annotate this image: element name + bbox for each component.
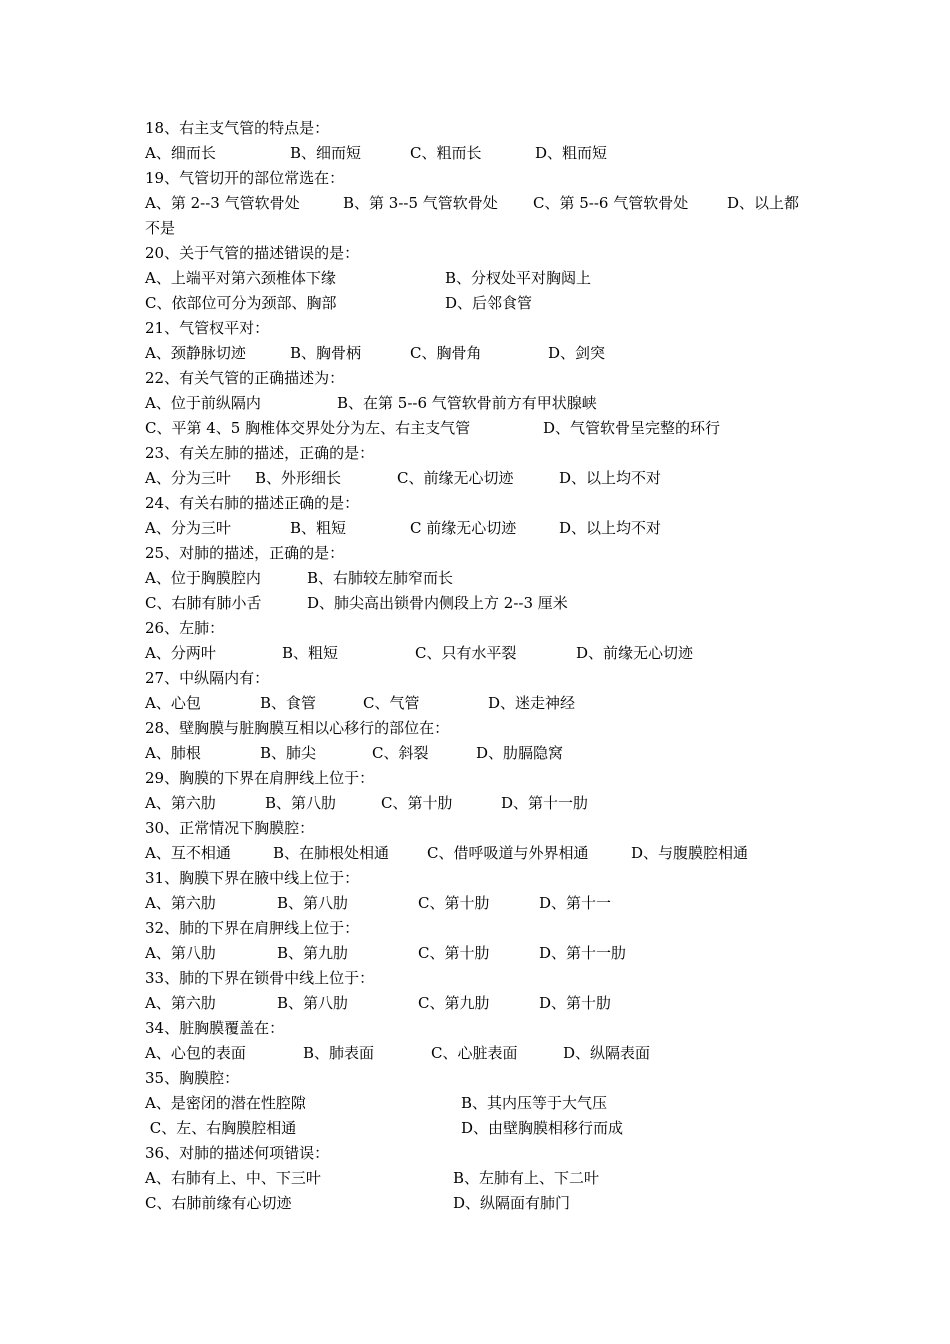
option-a: A、肺根: [145, 744, 201, 762]
question-text: 23、有关左肺的描述，正确的是：: [145, 444, 375, 462]
question-text: 34、脏胸膜覆盖在：: [145, 1019, 285, 1037]
option-a: A、第六肋: [145, 894, 216, 912]
option-a: A、分为三叶: [145, 519, 231, 537]
options-21: [145, 341, 825, 366]
options-34: [145, 1041, 825, 1066]
option-b: B、其内压等于大气压: [461, 1094, 608, 1112]
option-a: A、第 2--3 气管软骨处: [145, 194, 300, 212]
options-32: [145, 941, 825, 966]
option-c: C、借呼吸道与外界相通: [427, 844, 589, 862]
option-d: D、以上均不对: [559, 469, 662, 487]
option-c: C、右肺有肺小舌: [145, 594, 262, 612]
option-d: D、肺尖高出锁骨内侧段上方 2--3 厘米: [307, 594, 568, 612]
question-text: 18、右主支气管的特点是：: [145, 119, 330, 137]
question-22: [145, 366, 825, 391]
options-20-row1: [145, 266, 825, 291]
options-31: [145, 891, 825, 916]
question-text: 35、胸膜腔：: [145, 1069, 240, 1087]
option-c: C 前缘无心切迹: [410, 519, 517, 537]
option-a: A、颈静脉切迹: [145, 344, 246, 362]
option-b: B、肺表面: [303, 1044, 375, 1062]
option-b: B、在第 5--6 气管软骨前方有甲状腺峡: [337, 394, 597, 412]
option-d: D、第十一肋: [501, 794, 589, 812]
option-b: B、食管: [260, 694, 317, 712]
question-text: 26、左肺：: [145, 619, 225, 637]
options-22-row1: [145, 391, 825, 416]
question-19: [145, 166, 825, 191]
option-c: C、平第 4、5 胸椎体交界处分为左、右主支气管: [145, 419, 471, 437]
option-d: D、第十一肋: [539, 944, 627, 962]
option-a: A、心包的表面: [145, 1044, 246, 1062]
question-30: [145, 816, 825, 841]
question-28: [145, 716, 825, 741]
question-25: [145, 541, 825, 566]
option-b: B、右肺较左肺窄而长: [307, 569, 454, 587]
question-text: 33、肺的下界在锁骨中线上位于：: [145, 969, 375, 987]
options-26: [145, 641, 825, 666]
option-b: B、第 3--5 气管软骨处: [343, 194, 498, 212]
option-d: D、气管软骨呈完整的环行: [543, 419, 721, 437]
question-20: [145, 241, 825, 266]
option-b: B、粗短: [290, 519, 347, 537]
options-19-continued: [145, 216, 825, 241]
options-35-row1: [145, 1091, 825, 1116]
option-c: C、粗而长: [410, 144, 482, 162]
question-21: [145, 316, 825, 341]
question-text: 28、壁胸膜与脏胸膜互相以心移行的部位在：: [145, 719, 450, 737]
option-c: C、第 5--6 气管软骨处: [533, 194, 689, 212]
question-text: 32、肺的下界在肩胛线上位于：: [145, 919, 360, 937]
options-25-row2: [145, 591, 825, 616]
option-b: B、第八肋: [277, 994, 349, 1012]
question-27: [145, 666, 825, 691]
options-25-row1: [145, 566, 825, 591]
question-text: 20、关于气管的描述错误的是：: [145, 244, 360, 262]
question-31: [145, 866, 825, 891]
option-d: D、由壁胸膜相移行而成: [461, 1119, 624, 1137]
option-c: C、心脏表面: [431, 1044, 518, 1062]
option-d: D、纵隔面有肺门: [453, 1194, 571, 1212]
question-text: 29、胸膜的下界在肩胛线上位于：: [145, 769, 375, 787]
option-a: A、分为三叶: [145, 469, 231, 487]
question-35: [145, 1066, 825, 1091]
question-text: 31、胸膜下界在腋中线上位于：: [145, 869, 360, 887]
question-18: [145, 116, 825, 141]
option-c: C、左、右胸膜腔相通: [145, 1119, 297, 1137]
option-c: C、第十肋: [381, 794, 453, 812]
options-22-row2: [145, 416, 825, 441]
option-b: B、第九肋: [277, 944, 349, 962]
option-a: A、细而长: [145, 144, 216, 162]
option-a: A、互不相通: [145, 844, 231, 862]
option-d: D、与腹膜腔相通: [631, 844, 749, 862]
option-a: A、第八肋: [145, 944, 216, 962]
option-d: D、以上均不对: [559, 519, 662, 537]
option-b: B、第八肋: [277, 894, 349, 912]
option-a: A、位于胸膜腔内: [145, 569, 261, 587]
option-b: B、第八肋: [265, 794, 337, 812]
option-b: B、外形细长: [255, 469, 342, 487]
question-text: 25、对肺的描述，正确的是：: [145, 544, 345, 562]
option-b: B、在肺根处相通: [273, 844, 390, 862]
option-d: D、肋膈隐窝: [476, 744, 564, 762]
question-text: 19、气管切开的部位常选在：: [145, 169, 345, 187]
option-a: A、位于前纵隔内: [145, 394, 261, 412]
options-36-row2: [145, 1191, 825, 1216]
option-d: D、纵隔表面: [563, 1044, 651, 1062]
question-26: [145, 616, 825, 641]
option-d: D、前缘无心切迹: [576, 644, 694, 662]
question-32: [145, 916, 825, 941]
option-d: D、粗而短: [535, 144, 608, 162]
option-d: D、第十肋: [539, 994, 612, 1012]
options-27: [145, 691, 825, 716]
option-a: A、第六肋: [145, 994, 216, 1012]
question-text: 36、对肺的描述何项错误：: [145, 1144, 330, 1162]
option-d-continued: 不是: [145, 219, 176, 237]
option-c: C、右肺前缘有心切迹: [145, 1194, 292, 1212]
question-text: 21、气管杈平对：: [145, 319, 270, 337]
options-35-row2: [145, 1116, 825, 1141]
option-b: B、粗短: [282, 644, 339, 662]
question-text: 24、有关右肺的描述正确的是：: [145, 494, 360, 512]
options-20-row2: [145, 291, 825, 316]
option-a: A、右肺有上、中、下三叶: [145, 1169, 321, 1187]
question-24: [145, 491, 825, 516]
option-d: D、剑突: [548, 344, 606, 362]
options-23: [145, 466, 825, 491]
option-b: B、肺尖: [260, 744, 317, 762]
option-b: B、细而短: [290, 144, 362, 162]
options-28: [145, 741, 825, 766]
option-d: D、迷走神经: [488, 694, 576, 712]
question-text: 30、正常情况下胸膜腔：: [145, 819, 315, 837]
option-d: D、以上都: [727, 194, 800, 212]
options-36-row1: [145, 1166, 825, 1191]
question-34: [145, 1016, 825, 1041]
option-c: C、第十肋: [418, 894, 490, 912]
question-36: [145, 1141, 825, 1166]
options-24: [145, 516, 825, 541]
option-c: C、只有水平裂: [415, 644, 517, 662]
option-a: A、是密闭的潜在性腔隙: [145, 1094, 306, 1112]
option-a: A、第六肋: [145, 794, 216, 812]
question-text: 27、中纵隔内有：: [145, 669, 270, 687]
option-c: C、第九肋: [418, 994, 490, 1012]
option-b: B、胸骨柄: [290, 344, 362, 362]
option-a: A、上端平对第六颈椎体下缘: [145, 269, 336, 287]
question-23: [145, 441, 825, 466]
option-c: C、斜裂: [372, 744, 429, 762]
options-29: [145, 791, 825, 816]
options-30: [145, 841, 825, 866]
option-c: C、气管: [363, 694, 420, 712]
option-b: B、左肺有上、下二叶: [453, 1169, 600, 1187]
option-d: D、第十一: [539, 894, 612, 912]
option-c: C、第十肋: [418, 944, 490, 962]
options-33: [145, 991, 825, 1016]
question-33: [145, 966, 825, 991]
option-a: A、分两叶: [145, 644, 216, 662]
option-c: C、胸骨角: [410, 344, 482, 362]
option-a: A、心包: [145, 694, 201, 712]
option-b: B、分杈处平对胸闼上: [445, 269, 592, 287]
options-19: [145, 191, 825, 216]
question-29: [145, 766, 825, 791]
option-c: C、前缘无心切迹: [397, 469, 514, 487]
option-d: D、后邻食管: [445, 294, 533, 312]
option-c: C、依部位可分为颈部、胸部: [145, 294, 337, 312]
options-18: [145, 141, 825, 166]
question-text: 22、有关气管的正确描述为：: [145, 369, 345, 387]
